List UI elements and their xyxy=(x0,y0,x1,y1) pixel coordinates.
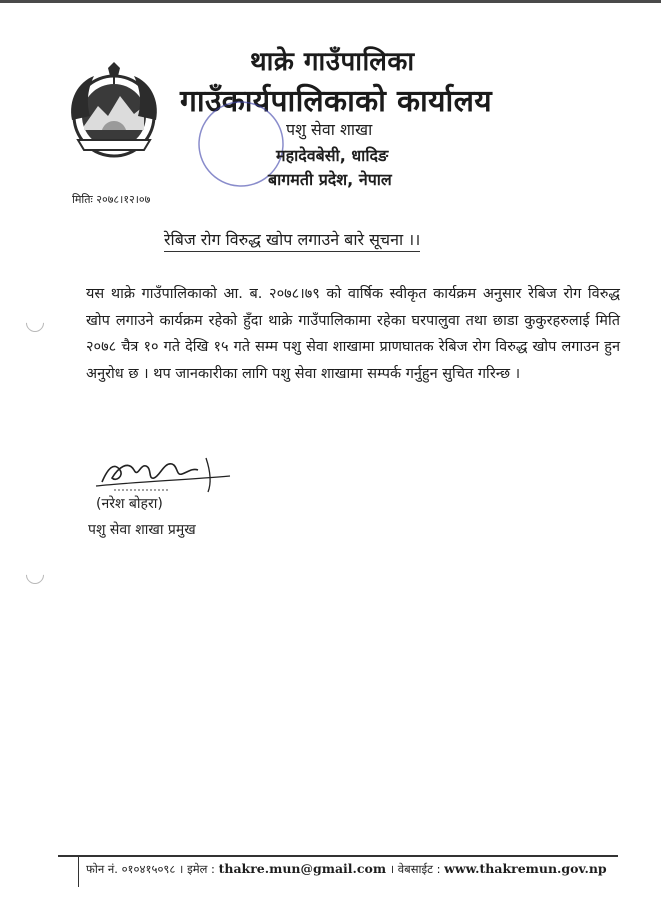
footer-contact xyxy=(86,861,607,877)
punch-hole-mark xyxy=(22,562,47,587)
office-name: गाउँकार्यपालिकाको कार्यालय xyxy=(180,84,492,119)
nepal-government-emblem-icon xyxy=(58,60,170,160)
footer-website-label: । वेबसाईट : xyxy=(389,862,441,876)
notice-body: यस थाक्रे गाउँपालिकाको आ. ब. २०७८।७९ को वार्षिक स्वीकृत कार्यक्रम अनुसार रेबिज रोग विरुद्ध खोप लगाउने कार्यक्रम रहेको हुँदा थाक्रे गाउँपालिकामा रहेका घरपालुवा तथा छाडा कुकुरहरुलाई मिति २०७८ चैत्र १० गते देखि १५ गते सम्म पशु सेवा शाखामा प्राणघातक रेबिज रोग विरुद्ध खोप लगाउन हुन अनुरोध छ । थप जानकारीका लागि पशु सेवा शाखामा सम्पर्क गर्नुहुन सुचित गरिन्छ । xyxy=(86,286,620,382)
footer-website[interactable]: www.thakremun.gov.np xyxy=(444,861,607,876)
handwritten-signature-icon xyxy=(94,448,234,494)
letter-date: मितिः २०७८।१२।०७ xyxy=(72,193,151,206)
section-name: पशु सेवा शाखा xyxy=(286,120,373,139)
signatory-name: (नरेश बोहरा) xyxy=(96,496,163,512)
top-border xyxy=(0,0,661,3)
footer-divider xyxy=(58,855,618,857)
notice-subject: रेबिज रोग विरुद्ध खोप लगाउने बारे सूचना ।। xyxy=(164,228,420,252)
office-location: महादेवबेसी, धादिङ xyxy=(276,146,389,165)
footer-phone: फोन नं. ०१०४१५०९८ । इमेल : xyxy=(86,862,215,876)
municipality-name: थाक्रे गाउँपालिका xyxy=(250,47,415,77)
office-province: बागमती प्रदेश, नेपाल xyxy=(268,170,392,189)
footer-email[interactable]: thakre.mun@gmail.com xyxy=(218,861,387,876)
signatory-title: पशु सेवा शाखा प्रमुख xyxy=(88,522,196,538)
footer-vertical-line xyxy=(78,857,79,887)
punch-hole-mark xyxy=(22,310,47,335)
